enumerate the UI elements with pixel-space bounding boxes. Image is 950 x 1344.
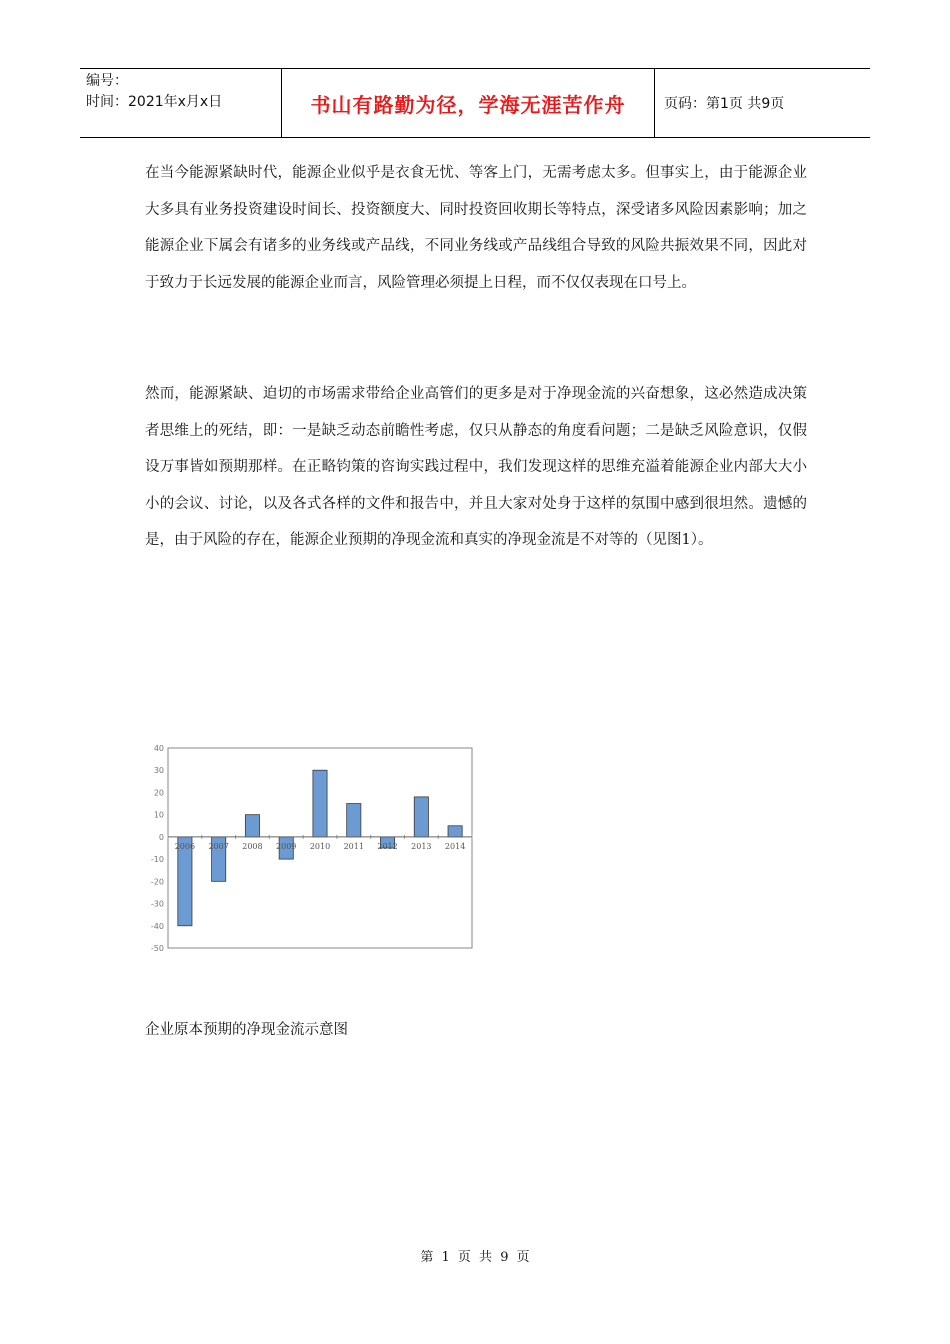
cash-flow-chart (140, 742, 480, 954)
header-meta (86, 71, 282, 113)
x-tick-label: 2006 (174, 841, 196, 851)
body-paragraph: 然而，能源紧缺、迫切的市场需求带给企业高管们的更多是对于净现金流的兴奋想象，这必然造成决策者思维上的死结，即：一是缺乏动态前瞻性考虑，仅只从静态的角度看问题；二是缺乏风险意识，仅假设万事皆如预期那样。在正略钧策的咨询实践过程中，我们发现这样的思维充溢着能源企业内部大大小小的会议、讨论，以及各式各样的文件和报告中，并且大家对处身于这样的氛围中感到很坦然。遗憾的是，由于风险的存在，能源企业预期的净现金流和真实的净现金流是不对等的（见图1）。 (145, 386, 807, 548)
bar-2013 (414, 797, 428, 837)
y-tick-label: 0 (158, 832, 164, 842)
x-tick-label: 2009 (276, 841, 297, 851)
y-tick-label: -10 (150, 855, 164, 865)
cash-flow-chart-svg (140, 742, 480, 954)
x-tick-label: 2013 (411, 841, 432, 851)
header-motto: 书山有路勤为径，学海无涯苦作舟 (310, 92, 626, 117)
figure-caption: 企业原本预期的净现金流示意图 (145, 1022, 348, 1038)
page-footer: 第 1 页 共 9 页 (420, 1250, 530, 1265)
document-time-label: 时间：2021年x月x日 (86, 94, 223, 110)
y-tick-label: -50 (150, 944, 164, 953)
x-tick-label: 2010 (309, 841, 331, 851)
y-tick-label: -20 (150, 877, 164, 887)
header-page-number: 页码：第1页 共9页 (664, 96, 785, 112)
bar-2011 (347, 804, 361, 837)
bar-2008 (245, 815, 259, 837)
bar-2014 (448, 826, 462, 837)
y-tick-label: -40 (150, 921, 164, 931)
x-tick-label: 2011 (343, 841, 364, 851)
document-number-label: 编号： (86, 73, 128, 89)
bar-2010 (313, 770, 327, 837)
y-tick-label: 40 (153, 744, 164, 753)
x-tick-label: 2007 (208, 841, 229, 851)
x-tick-label: 2012 (377, 841, 398, 851)
header-divider (654, 69, 655, 137)
x-tick-label: 2008 (242, 841, 263, 851)
body-paragraph: 在当今能源紧缺时代，能源企业似乎是衣食无忧、等客上门，无需考虑太多。但事实上，由于能源企业大多具有业务投资建设时间长、投资额度大、同时投资回收期长等特点，深受诸多风险因素影响；加之能源企业下属会有诸多的业务线或产品线，不同业务线或产品线组合导致的风险共振效果不同，因此对于致力于长远发展的能源企业而言，风险管理必须提上日程，而不仅仅表现在口号上。 (145, 165, 807, 291)
y-tick-label: -30 (150, 899, 164, 909)
y-tick-label: 20 (153, 788, 164, 798)
y-tick-label: 10 (153, 810, 164, 820)
x-tick-label: 2014 (444, 841, 466, 851)
y-tick-label: 30 (153, 766, 164, 776)
page-header (80, 68, 870, 138)
